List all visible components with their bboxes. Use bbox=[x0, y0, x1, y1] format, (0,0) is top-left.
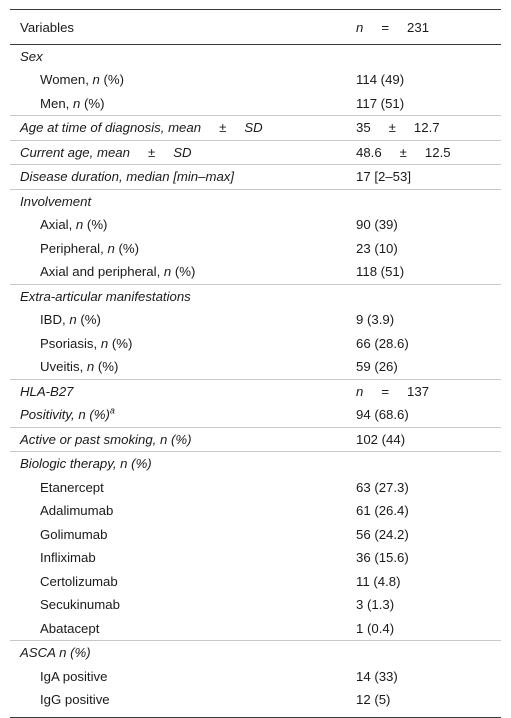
row-disease-duration: Disease duration, median [min–max] 17 [2–53] bbox=[10, 164, 501, 189]
row-uveitis: Uveitis, n (%) 59 (26) bbox=[40, 359, 398, 375]
row-secukinumab: Secukinumab 3 (1.3) bbox=[40, 597, 395, 613]
row-positivity: Positivity, n (%)$^a$ 94 (68.6) bbox=[20, 405, 409, 423]
table-body bbox=[10, 45, 501, 718]
row-women: Women, n (%) 114 (49) bbox=[40, 72, 405, 88]
row-infliximab: Infliximab 36 (15.6) bbox=[40, 550, 409, 566]
row-abatacept: Abatacept 1 (0.4) bbox=[40, 620, 395, 636]
row-axial-peripheral: Axial and peripheral, n (%) 118 (51) bbox=[40, 264, 405, 280]
section-extra-articular: Extra-articular manifestations bbox=[10, 284, 501, 309]
section-asca: ASCA n (%) bbox=[10, 640, 501, 665]
row-age-diagnosis: Age at time of diagnosis, mean ± SD 35 ± 12.7 bbox=[10, 115, 501, 140]
row-peripheral: Peripheral, n (%) 23 (10) bbox=[40, 240, 398, 256]
row-igg-positive: IgG positive 12 (5) bbox=[40, 692, 391, 708]
section-involvement: Involvement bbox=[10, 189, 501, 214]
row-current-age: Current age, mean ± SD 48.6 ± 12.5 bbox=[10, 140, 501, 165]
row-axial: Axial, n (%) 90 (39) bbox=[40, 217, 398, 233]
row-etanercept: Etanercept 63 (27.3) bbox=[40, 479, 409, 495]
row-hla-b27: HLA-B27 n = 137 bbox=[10, 379, 501, 404]
row-ibd: IBD, n (%) 9 (3.9) bbox=[40, 312, 395, 328]
header-variables: Variables bbox=[20, 19, 74, 35]
variables-table bbox=[10, 9, 501, 718]
table-header bbox=[10, 9, 501, 45]
row-iga-positive: IgA positive 14 (33) bbox=[40, 668, 398, 684]
row-certolizumab: Certolizumab 11 (4.8) bbox=[40, 573, 401, 589]
header-n: n = 231 bbox=[356, 19, 430, 35]
row-adalimumab: Adalimumab 61 (26.4) bbox=[40, 503, 409, 519]
row-psoriasis: Psoriasis, n (%) 66 (28.6) bbox=[40, 335, 409, 351]
section-biologic-therapy: Biologic therapy, n (%) bbox=[10, 451, 501, 476]
row-golimumab: Golimumab 56 (24.2) bbox=[40, 526, 409, 542]
section-sex: Sex bbox=[20, 49, 43, 64]
row-smoking: Active or past smoking, n (%) 102 (44) bbox=[10, 427, 501, 452]
row-men: Men, n (%) 117 (51) bbox=[40, 95, 405, 111]
